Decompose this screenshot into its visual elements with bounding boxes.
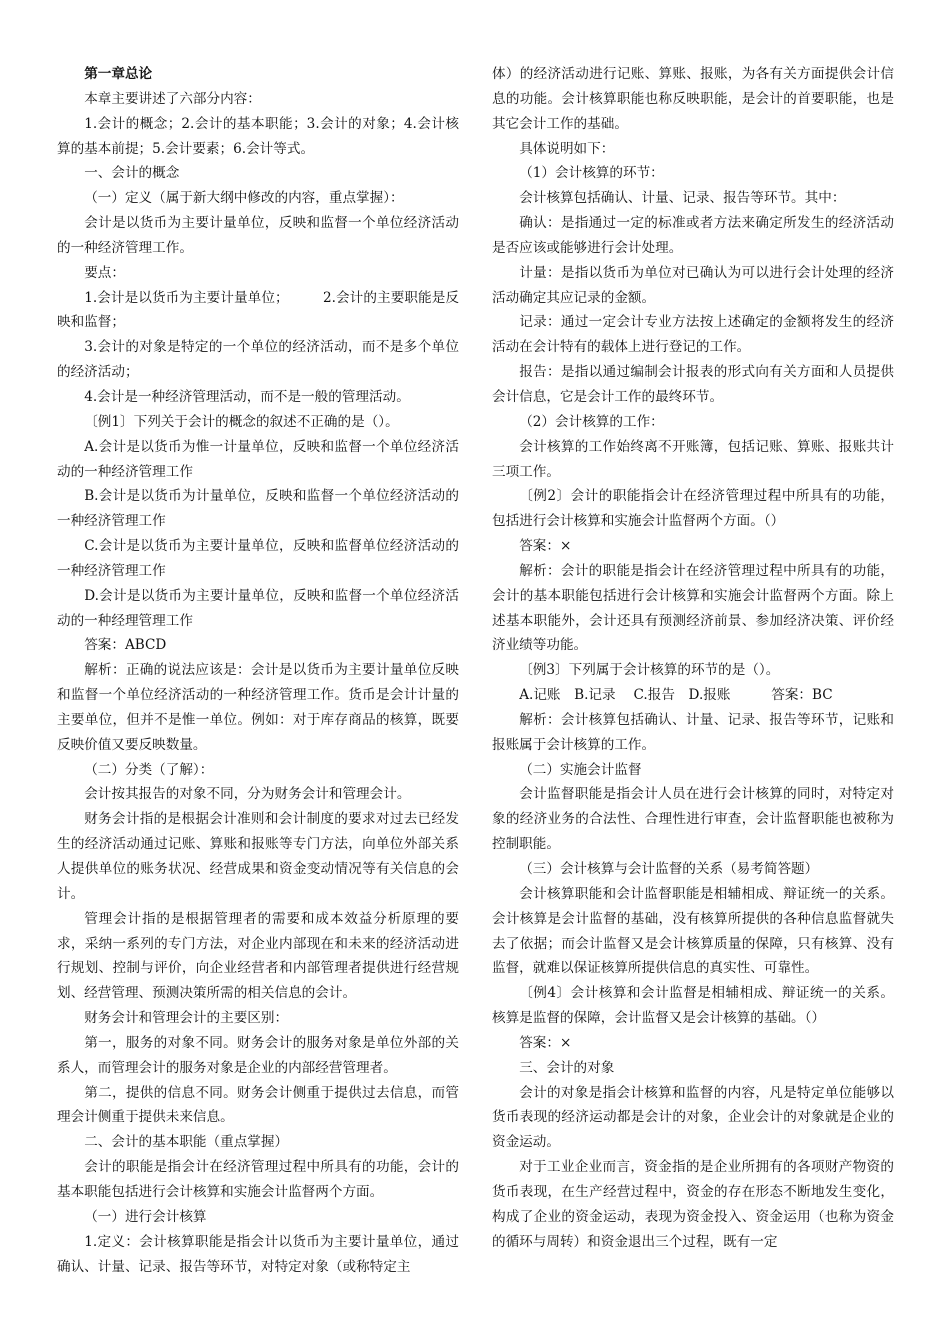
paragraph: 财务会计和管理会计的主要区别：: [84, 1010, 289, 1027]
paragraph: 答案：×: [519, 538, 572, 555]
paragraph: 会计核算的工作始终离不开账簿，包括记账、算账、报账共计三项工作。: [492, 438, 894, 480]
paragraph: （一）进行会计核算: [84, 1208, 207, 1225]
paragraph: 管理会计指的是根据管理者的需要和成本效益分析原理的要求，采纳一系列的专门方法，对企业内部现在和未来的经济活动进行规划、控制与评价，向企业经营者和内部管理者提供进行经营规划、经营管理、预测决策所需的相关信息的会计。: [57, 910, 459, 1002]
paragraph: 解析：正确的说法应该是：会计是以货币为主要计量单位反映和监督一个单位经济活动的一种经济管理工作。货币是会计计量的主要单位，但并不是惟一单位。例如：对于库存商品的核算，既要反映价值又要反映数量。: [57, 662, 459, 753]
paragraph: 第一，服务的对象不同。财务会计的服务对象是单位外部的关系人，而管理会计的服务对象是企业的内部经营管理者。: [57, 1034, 459, 1076]
paragraph: 会计监督职能是指会计人员在进行会计核算的同时，对特定对象的经济业务的合法性、合理性进行审查，会计监督职能也被称为控制职能。: [492, 786, 894, 853]
paragraph: 具体说明如下：: [519, 140, 615, 157]
paragraph: A.会计是以货币为惟一计量单位，反映和监督一个单位经济活动的一种经济管理工作: [57, 438, 459, 480]
paragraph: （一）定义（属于新大纲中修改的内容，重点掌握）：: [84, 190, 404, 207]
paragraph: 4.会计是一种经济管理活动，而不是一般的管理活动。: [84, 388, 410, 405]
paragraph: （1）会计核算的环节：: [519, 165, 664, 182]
paragraph: （三）会计核算与会计监督的关系（易考简答题）: [519, 861, 819, 877]
paragraph: 计量：是指以货币为单位对已确认为可以进行会计处理的经济活动确定其应记录的金额。: [492, 264, 894, 306]
paragraph: 会计是以货币为主要计量单位，反映和监督一个单位经济活动的一种经济管理工作。: [57, 215, 459, 256]
paragraph: 要点：: [84, 264, 125, 281]
paragraph: 〔例1〕下列关于会计的概念的叙述不正确的是（）。: [84, 413, 399, 430]
paragraph: 体）的经济活动进行记账、算账、报账，为各有关方面提供会计信息的功能。会计核算职能也称反映职能，是会计的首要职能，也是其它会计工作的基础。: [492, 66, 894, 132]
paragraph: 〔例4〕会计核算和会计监督是相辅相成、辩证统一的关系。核算是监督的保障，会计监督又是会计核算的基础。（）: [492, 985, 894, 1027]
paragraph: 确认：是指通过一定的标准或者方法来确定所发生的经济活动是否应该或能够进行会计处理。: [492, 215, 894, 256]
paragraph: 1.会计是以货币为主要计量单位； 2.会计的主要职能是反映和监督；: [57, 289, 459, 331]
paragraph: 报告：是指以通过编制会计报表的形式向有关方面和人员提供会计信息，它是会计工作的最终环节。: [492, 364, 894, 405]
paragraph: D.会计是以货币为主要计量单位，反映和监督一个单位经济活动的一种经理管理工作: [57, 587, 459, 629]
paragraph: （2）会计核算的工作：: [519, 413, 664, 430]
paragraph: 1.会计的概念；2.会计的基本职能；3.会计的对象；4.会计核算的基本前提；5.会计要素；6.会计等式。: [57, 115, 459, 157]
paragraph: 一、会计的概念: [84, 165, 180, 182]
paragraph: 〔例3〕下列属于会计核算的环节的是（）。: [519, 662, 780, 679]
paragraph: 会计核算职能和会计监督职能是相辅相成、辩证统一的关系。会计核算是会计监督的基础，没有核算所提供的各种信息监督就失去了依据；而会计监督又是会计核算质量的保障，只有核算、没有监督，就难以保证核算所提供信息的真实性、可靠性。: [492, 885, 894, 977]
paragraph: 财务会计指的是根据会计准则和会计制度的要求对过去已经发生的经济活动通过记账、算账和报账等专门方法，向单位外部关系人提供单位的账务状况、经营成果和资金变动情况等有关信息的会计。: [57, 811, 459, 902]
paragraph: 二、会计的基本职能（重点掌握）: [84, 1134, 289, 1151]
paragraph: 第二，提供的信息不同。财务会计侧重于提供过去信息，而管理会计侧重于提供未来信息。: [57, 1084, 459, 1126]
paragraph: 解析：会计核算包括确认、计量、记录、报告等环节，记账和报账属于会计核算的工作。: [492, 711, 894, 753]
paragraph: 3.会计的对象是特定的一个单位的经济活动，而不是多个单位的经济活动；: [57, 339, 459, 381]
paragraph: （二）分类（了解）：: [84, 761, 214, 778]
paragraph: 答案：ABCD: [84, 637, 167, 654]
paragraph: B.会计是以货币为计量单位，反映和监督一个单位经济活动的一种经济管理工作: [57, 488, 459, 530]
chapter-heading: 第一章总论: [84, 66, 153, 82]
paragraph: 答案：×: [519, 1034, 572, 1051]
left-column: [57, 62, 459, 1279]
paragraph: A.记账 B.记录 C.报告 D.报账 答案：BC: [519, 687, 833, 704]
paragraph: 三、会计的对象: [519, 1059, 615, 1076]
paragraph: 解析：会计的职能是指会计在经济管理过程中所具有的功能，会计的基本职能包括进行会计核算和实施会计监督两个方面。除上述基本职能外，会计还具有预测经济前景、参加经济决策、评价经济业绩等功能。: [492, 562, 894, 654]
paragraph: 会计的对象是指会计核算和监督的内容，凡是特定单位能够以货币表现的经济运动都是会计的对象，企业会计的对象就是企业的资金运动。: [492, 1084, 894, 1151]
paragraph: 会计按其报告的对象不同，分为财务会计和管理会计。: [84, 786, 411, 803]
paragraph: 会计核算包括确认、计量、记录、报告等环节。其中：: [519, 190, 846, 207]
right-column: [492, 62, 894, 1255]
paragraph: 会计的职能是指会计在经济管理过程中所具有的功能，会计的基本职能包括进行会计核算和实施会计监督两个方面。: [57, 1159, 459, 1200]
paragraph: 〔例2〕会计的职能指会计在经济管理过程中所具有的功能，包括进行会计核算和实施会计监督两个方面。（）: [492, 488, 894, 530]
paragraph: 记录：通过一定会计专业方法按上述确定的金额将发生的经济活动在会计特有的载体上进行登记的工作。: [492, 314, 894, 356]
paragraph: 对于工业企业而言，资金指的是企业所拥有的各项财产物资的货币表现，在生产经营过程中，资金的存在形态不断地发生变化，构成了企业的资金运动，表现为资金投入、资金运用（也称为资金的循环与周转）和资金退出三个过程，既有一定: [492, 1159, 894, 1250]
paragraph: C.会计是以货币为主要计量单位，反映和监督单位经济活动的一种经济管理工作: [57, 538, 459, 579]
paragraph: （二）实施会计监督: [519, 761, 642, 778]
paragraph: 本章主要讲述了六部分内容：: [84, 90, 261, 107]
paragraph: 1.定义：会计核算职能是指会计以货币为主要计量单位，通过确认、计量、记录、报告等环节，对特定对象（或称特定主: [57, 1233, 459, 1275]
